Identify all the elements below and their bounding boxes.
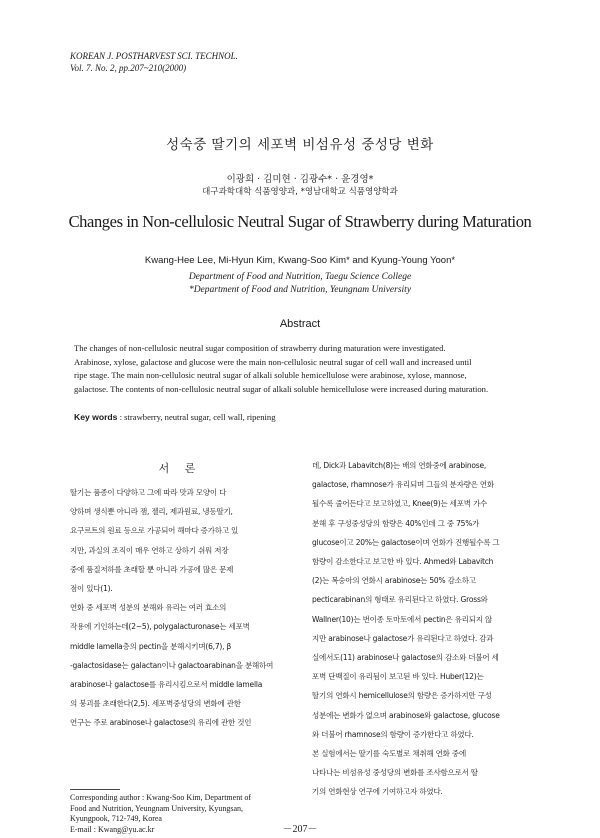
section-heading-intro: 서 론: [158, 462, 202, 475]
intro-right-column: [312, 456, 550, 802]
page-number: －207－: [282, 824, 318, 835]
intro-left-column: [70, 483, 308, 733]
english-title: Changes in Non-cellulosic Neutral Sugar of Strawberry during Maturation: [68, 212, 532, 231]
journal-name: KOREAN J. POSTHARVEST SCI. TECHNOL.: [70, 51, 238, 61]
footnote-line: Food and Nutrition, Yeungnam University, Kyungsan,: [70, 803, 244, 813]
footnote-divider: [70, 789, 120, 790]
text-line: 분해 후 구성중성당의 함량은 40%인데 그 중 75%가: [312, 518, 480, 528]
english-authors: Kwang-Hee Lee, Mi-Hyun Kim, Kwang-Soo Kim* and Kyung-Young Yoon*: [144, 255, 456, 266]
abstract-line: The changes of non-cellulosic neutral sugar composition of strawberry during maturation were investigated.: [74, 343, 446, 353]
text-line: 와 더불어 rhamnose의 함량이 증가한다고 하였다.: [312, 729, 474, 739]
text-line: 본 실험에서는 딸기를 숙도별로 채취해 연화 중에: [312, 749, 467, 759]
text-line: 요구르트의 원료 등으로 가공되어 해마다 증가하고 있: [70, 526, 239, 536]
text-line: pecticarabinan의 형태로 유리된다고 하였다. Gross와: [312, 595, 488, 605]
korean-title: 성숙중 딸기의 세포벽 비섬유성 중성당 변화: [166, 137, 434, 153]
text-line: (2)는 복숭아의 연화시 arabinose는 50% 감소하고: [312, 576, 476, 586]
text-line: -galactosidase는 galactan이나 galactoarabinan을 분해하여: [70, 660, 274, 670]
footnote-line: E-mail : Kwang@yu.ac.kr: [70, 824, 155, 834]
text-line: 나타나는 비섬유성 중성당의 변화를 조사함으로서 딸: [312, 768, 478, 778]
abstract-line: Arabinose, xylose, galactose and glucose were the main non-cellulosic neutral sugar of cell wall and increased until: [74, 356, 472, 367]
text-line: galactose, rhamnose가 유리되며 그들의 분자량은 연화: [312, 480, 495, 490]
text-line: 양하며 생식뿐 아니라 잼, 젤리, 제과원료, 냉동딸기,: [70, 507, 233, 517]
text-line: middle lamella층의 pectin을 분해시키며(6,7), β: [70, 641, 232, 651]
text-line: 작용에 기인하는데(2~5), polygalacturonase는 세포벽: [70, 622, 250, 632]
footnote-line: Kyungpook, 712-749, Korea: [70, 814, 162, 823]
affiliation-line: Department of Food and Nutrition, Taegu Science College: [188, 272, 412, 282]
journal-issue: Vol. 7. No. 2, pp.207~210(2000): [70, 63, 187, 73]
text-line: 데, Dick과 Labavitch(8)는 배의 연화중에 arabinose,: [312, 461, 487, 470]
keywords-label: Key words: [74, 412, 118, 422]
text-line: 연화 중 세포벽 성분의 분해와 유리는 여러 효소의: [70, 603, 227, 613]
text-line: 딸기는 품종이 다양하고 그에 따라 맛과 모양이 다: [70, 488, 227, 497]
text-line: 실에서도(11) arabinose나 galactose의 감소와 더불어 세: [312, 653, 499, 663]
text-line: glucose이고 20%는 galactose이며 연화가 진행될수록 그: [312, 537, 500, 547]
korean-authors: 이광희 · 김미현 · 김광수* · 윤경영*: [226, 174, 374, 185]
journal-header: [70, 50, 238, 74]
abstract-line: ripe stage. The main non-cellulosic neutral sugar of alkali soluble hemicellulose were arabinose, xylose, mannose,: [74, 370, 467, 381]
text-line: 성분에는 변화가 없으며 arabinose와 galactose, glucose: [312, 710, 500, 720]
footnote-line: Corresponding author : Kwang-Soo Kim, Department of: [70, 793, 252, 802]
text-line: 포벽 단백질이 유리됨이 보고된 바 있다. Huber(12)는: [312, 672, 484, 682]
abstract-line: galactose. The contents of non-cellulosic neutral sugar of alkali soluble hemicellulose were increased during maturation.: [74, 383, 489, 394]
text-line: Wallner(10)는 번이종 토마토에서 pectin은 유리되지 않: [312, 614, 493, 624]
text-line: 될수록 줄어든다고 보고하였고, Knee(9)는 세포벽 가수: [312, 499, 488, 509]
text-line: arabinose나 galactose를 유리시킴으로서 middle lamella: [70, 680, 263, 690]
text-line: 기의 연화현상 연구에 기여하고자 하였다.: [312, 787, 443, 797]
keywords-text: : strawberry, neutral sugar, cell wall, ripening: [119, 412, 276, 422]
text-line: 점이 있다(1).: [70, 584, 113, 594]
english-affiliations: [0, 271, 600, 297]
text-line: 연구는 주로 arabinose나 galactose의 유리에 관한 것인: [70, 718, 252, 728]
abstract-heading: Abstract: [279, 318, 321, 330]
text-line: 함량이 감소한다고 보고한 바 있다. Ahmed와 Labavitch: [312, 557, 494, 567]
text-line: 지만 arabinose나 galactose가 유리된다고 하였다. 감과: [312, 633, 494, 643]
abstract-body: [74, 342, 534, 396]
korean-affiliation: 대구과학대학 식품영양과, *영남대학교 식품영양학과: [202, 187, 398, 197]
text-line: 딸기의 연화시 hemicellulose의 함량은 증가하지만 구성: [312, 691, 492, 701]
text-line: 중에 품질저하를 초래할 뿐 아니라 가공에 많은 문제: [70, 564, 234, 574]
text-line: 의 붕괴를 초래한다(2,5). 세포벽중성당의 변화에 관한: [70, 699, 241, 709]
text-line: 지만, 과실의 조직이 매우 연하고 상하기 쉬워 저장: [70, 545, 229, 555]
affiliation-line: *Department of Food and Nutrition, Yeungnam University: [188, 285, 412, 295]
keywords: [74, 412, 276, 422]
